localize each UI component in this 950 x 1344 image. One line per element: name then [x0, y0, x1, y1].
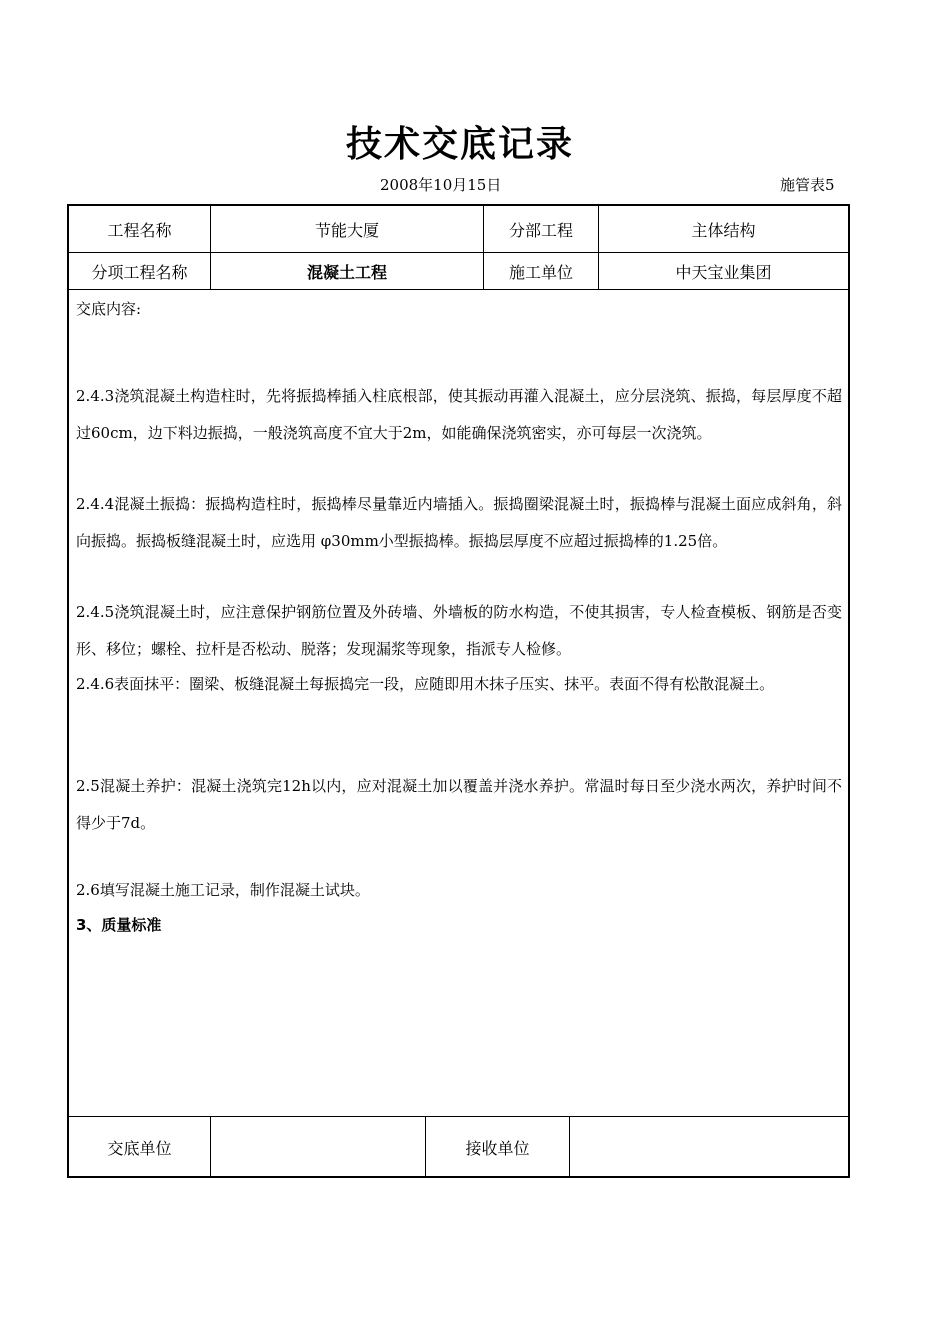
form-number: 施管表5 [780, 176, 835, 194]
issuer-value [211, 1117, 425, 1177]
contractor-label: 施工单位 [508, 262, 573, 282]
content-paragraph: 2.4.6表面抹平：圈梁、板缝混凝土每振捣完一段，应随即用木抹子压实、抹平。表面不得有松散混凝土。 [76, 675, 775, 693]
division-value: 主体结构 [691, 220, 756, 240]
issuer-label: 交底单位 [107, 1138, 172, 1158]
document-title: 技术交底记录 [345, 124, 574, 165]
content-paragraph: 2.5混凝土养护：混凝土浇筑完12h以内，应对混凝土加以覆盖并浇水养护。常温时每日至少浇水两次，养护时间不得少于7d。 [76, 777, 842, 832]
content-paragraph: 2.4.5浇筑混凝土时，应注意保护钢筋位置及外砖墙、外墙板的防水构造，不使其损害，专人检查模板、钢筋是否变形、移位；螺栓、拉杆是否松动、脱落；发现漏浆等现象，指派专人检修。 [76, 603, 842, 658]
subitem-value: 混凝土工程 [306, 262, 387, 282]
division-label: 分部工程 [508, 220, 573, 240]
project-name-label: 工程名称 [107, 220, 172, 240]
section-heading: 3、质量标准 [76, 916, 162, 934]
row-divider [67, 289, 850, 290]
content-label: 交底内容: [76, 300, 142, 318]
content-paragraph: 2.4.4混凝土振捣：振捣构造柱时，振捣棒尽量靠近内墙插入。振捣圈梁混凝土时，振捣棒与混凝土面应成斜角，斜向振捣。振捣板缝混凝土时，应选用 φ30mm小型振捣棒。振捣层厚度不应超过振捣棒的1.25倍。 [76, 495, 842, 550]
project-name-value: 节能大厦 [314, 220, 379, 240]
receiver-value [570, 1117, 848, 1177]
contractor-value: 中天宝业集团 [675, 262, 772, 282]
content-paragraph: 2.6填写混凝土施工记录，制作混凝土试块。 [76, 881, 370, 899]
content-paragraph: 2.4.3浇筑混凝土构造柱时，先将振捣棒插入柱底根部，使其振动再灌入混凝土，应分层浇筑、振捣，每层厚度不超过60cm，边下料边振捣，一般浇筑高度不宜大于2m，如能确保浇筑密实，亦可每层一次浇筑。 [76, 387, 842, 442]
subitem-label: 分项工程名称 [91, 262, 188, 282]
document-date: 2008年10月15日 [380, 176, 502, 194]
receiver-label: 接收单位 [465, 1138, 530, 1158]
